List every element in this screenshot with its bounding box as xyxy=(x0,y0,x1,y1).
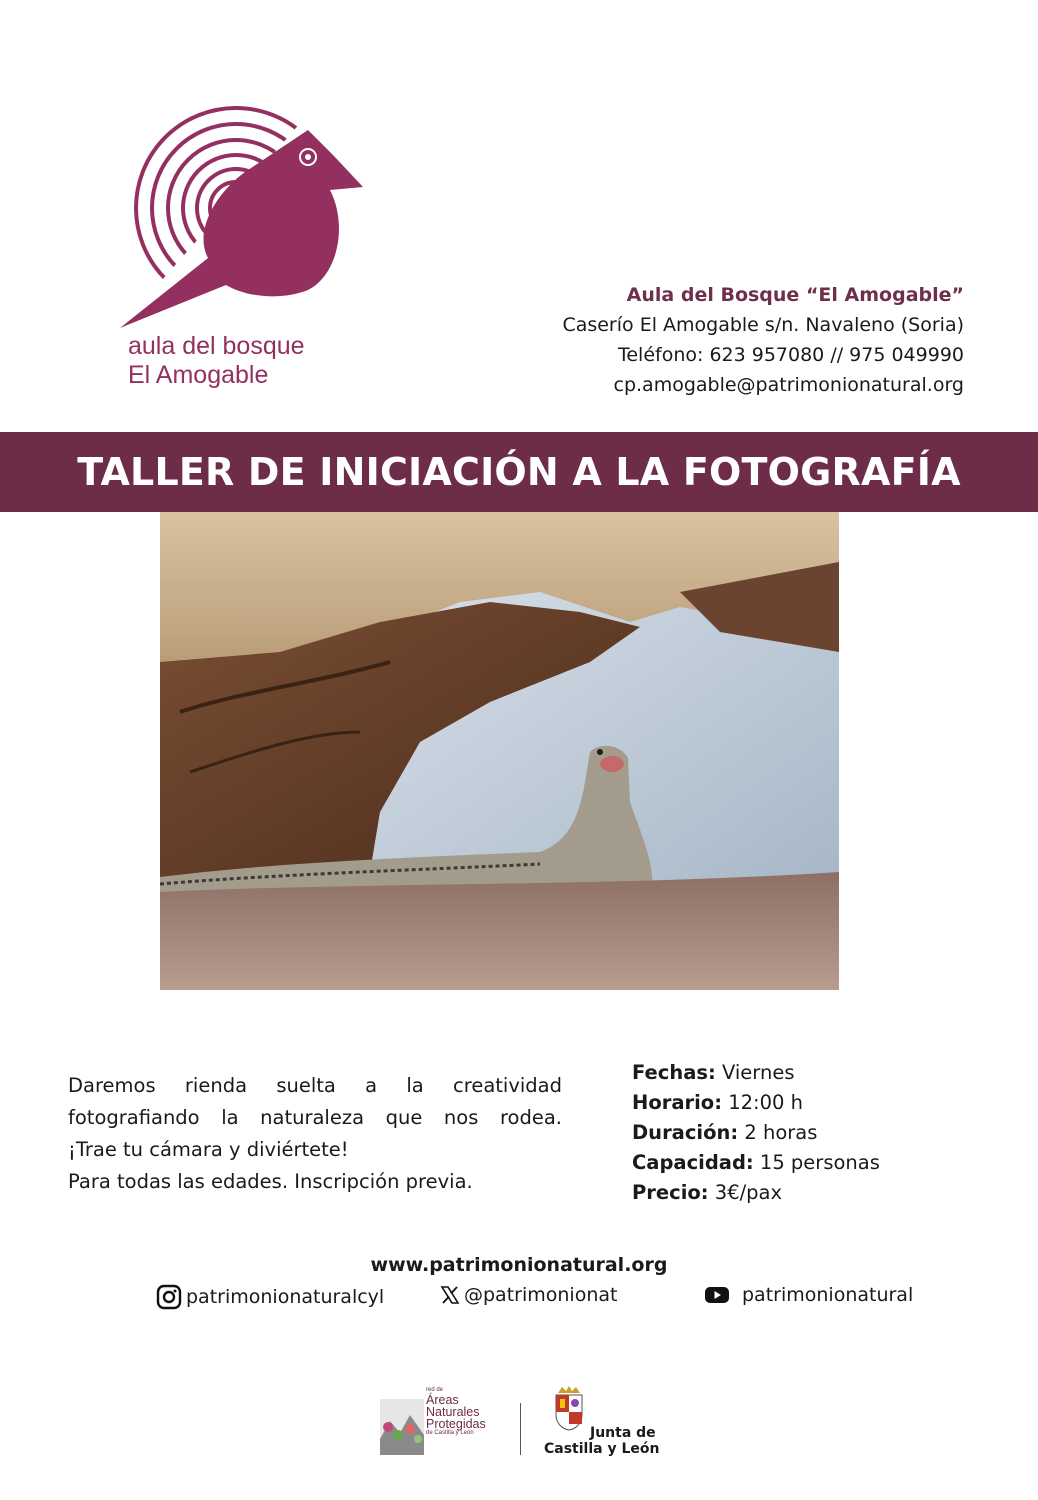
website-link[interactable]: www.patrimonionatural.org xyxy=(370,1254,668,1276)
rna-line-3: Protegidas xyxy=(426,1417,486,1431)
x-handle: @patrimonionat xyxy=(464,1284,618,1306)
fechas-value: Viernes xyxy=(721,1061,795,1084)
contact-org-name: Aula del Bosque “El Amogable” xyxy=(626,284,964,306)
activity-description xyxy=(68,1070,562,1198)
youtube-icon xyxy=(704,1285,730,1305)
title-banner xyxy=(0,432,1038,512)
jcyl-line-1: Junta de xyxy=(590,1425,656,1441)
contact-email[interactable]: cp.amogable@patrimonionatural.org xyxy=(613,374,964,396)
rna-small: red de xyxy=(426,1387,444,1393)
youtube-handle: patrimonionatural xyxy=(742,1284,914,1306)
contact-address: Caserío El Amogable s/n. Navaleno (Soria) xyxy=(562,314,964,336)
horario-label: Horario: xyxy=(632,1091,722,1114)
detail-precio xyxy=(632,1178,880,1208)
x-icon xyxy=(440,1285,460,1305)
logo-divider xyxy=(520,1403,521,1455)
bird-rings-logo-icon xyxy=(108,100,378,330)
rna-line-1: Áreas xyxy=(426,1393,459,1407)
capacidad-label: Capacidad: xyxy=(632,1151,754,1174)
description-line-1: Daremos rienda suelta a la creatividad xyxy=(68,1074,562,1097)
detail-capacidad xyxy=(632,1148,880,1178)
institutional-logos xyxy=(380,1385,670,1465)
instagram-link[interactable] xyxy=(156,1284,384,1310)
detail-duracion xyxy=(632,1118,880,1148)
description-line-4: Para todas las edades. Inscripción previa. xyxy=(68,1170,473,1193)
aula-del-bosque-logo xyxy=(108,100,378,400)
contact-block xyxy=(562,280,964,400)
x-link[interactable] xyxy=(440,1284,617,1306)
instagram-handle: patrimonionaturalcyl xyxy=(186,1286,385,1308)
logo-line-2: El Amogable xyxy=(128,361,269,389)
instagram-icon xyxy=(156,1284,182,1310)
rna-text xyxy=(426,1387,486,1437)
junta-text xyxy=(544,1425,659,1457)
horario-value: 12:00 h xyxy=(728,1091,803,1114)
jcyl-line-2: Castilla y León xyxy=(544,1441,660,1457)
areas-naturales-protegidas-logo-icon xyxy=(380,1399,424,1455)
rna-sub: de Castilla y León xyxy=(426,1430,474,1436)
precio-value: 3€/pax xyxy=(714,1181,783,1204)
detail-fechas xyxy=(632,1058,880,1088)
rna-line-2: Naturales xyxy=(426,1405,480,1419)
capacidad-value: 15 personas xyxy=(759,1151,880,1174)
precio-label: Precio: xyxy=(632,1181,709,1204)
description-line-3: ¡Trae tu cámara y diviértete! xyxy=(68,1138,349,1161)
lizard-photo xyxy=(160,512,839,990)
logo-line-1: aula del bosque xyxy=(128,332,305,360)
duracion-label: Duración: xyxy=(632,1121,739,1144)
detail-horario xyxy=(632,1088,880,1118)
youtube-link[interactable] xyxy=(704,1284,913,1306)
contact-phone: Teléfono: 623 957080 // 975 049990 xyxy=(617,344,964,366)
duracion-value: 2 horas xyxy=(744,1121,818,1144)
fechas-label: Fechas: xyxy=(632,1061,716,1084)
description-line-2: fotografiando la naturaleza que nos rodea. xyxy=(68,1106,562,1129)
page-title: TALLER DE INICIACIÓN A LA FOTOGRAFÍA xyxy=(77,450,961,494)
activity-details xyxy=(632,1058,880,1208)
